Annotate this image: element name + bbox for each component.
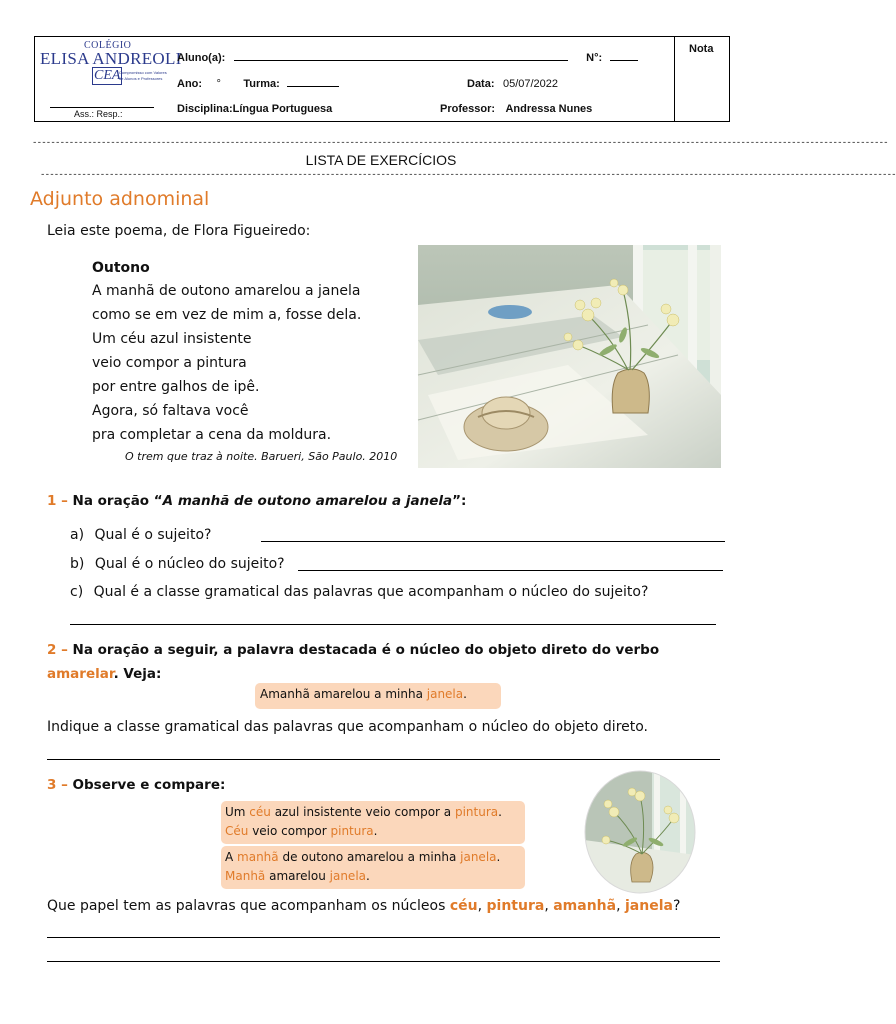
q2-example-box <box>255 683 501 709</box>
number-label: N°: <box>586 52 603 64</box>
q2-text: Na oração a seguir, a palavra destacada é o núcleo do objeto direto do verbo <box>72 642 660 658</box>
q3-box1-l2-b: veio compor <box>248 824 331 838</box>
q1-number: 1 – <box>47 493 68 509</box>
q3-word-1: céu <box>449 898 478 914</box>
q3-box1-l1-b: céu <box>249 805 271 819</box>
poem-line-1: A manhã de outono amarelou a janela <box>92 283 361 299</box>
year-value: ° <box>216 78 221 90</box>
number-field[interactable] <box>610 49 638 61</box>
signature-line <box>50 107 154 108</box>
q3-sep-1: , <box>477 898 487 914</box>
logo-line1: COLÉGIO <box>84 40 132 51</box>
school-logo <box>40 40 182 92</box>
q3-box1-l1-a: Um <box>225 805 250 819</box>
q3-box1-l1-d: pintura <box>454 805 499 819</box>
teacher-row <box>440 99 592 117</box>
q3-word-3: amanhã <box>553 898 617 914</box>
q3-box2-l2-b: amarelou <box>265 869 330 883</box>
class-label: Turma: <box>243 78 280 90</box>
q1-quote: A manhã de outono amarelou a janela <box>162 493 453 509</box>
q2-example-end: . <box>463 687 467 701</box>
q3-box1-line1 <box>225 803 525 822</box>
year-label: Ano: <box>177 78 203 90</box>
q2-answer[interactable] <box>47 759 720 760</box>
student-label: Aluno(a): <box>177 52 226 64</box>
q3-box1-l1-c: azul insistente veio compor a <box>270 805 455 819</box>
q2-number: 2 – <box>47 642 68 658</box>
teacher-label: Professor: <box>440 103 496 115</box>
q3-question-end: ? <box>672 898 681 914</box>
logo-tagline-2: de Alunos e Professores <box>119 76 163 81</box>
q3-box2-l1-b: manhã <box>237 850 279 864</box>
logo-line2: ELISA ANDREOLI <box>40 49 182 68</box>
q3-answer-2[interactable] <box>47 961 720 962</box>
q1-item-b-text: Qual é o núcleo do sujeito? <box>94 556 285 572</box>
q3-sep-3: , <box>616 898 625 914</box>
q3-box2-l1-d: janela <box>460 850 497 864</box>
q3-box2-l2-c: janela <box>329 869 367 883</box>
q2-example-highlight: janela <box>426 687 464 701</box>
q1-lead: Na oração “ <box>72 493 163 509</box>
poem-line-4: veio compor a pintura <box>92 355 247 371</box>
q3-box1-l2-d: . <box>373 824 378 838</box>
q2-veja: . Veja: <box>113 666 162 682</box>
q3-box2-line2 <box>225 867 525 886</box>
q2-verb: amarelar <box>47 666 114 682</box>
subject-value: Língua Portuguesa <box>232 103 333 115</box>
student-field[interactable] <box>234 49 568 61</box>
q1-heading <box>47 493 466 509</box>
q1-item-a <box>70 527 211 543</box>
q1-item-a-letter: a) <box>70 527 85 543</box>
q3-box2-l1-e: . <box>496 850 501 864</box>
class-field[interactable] <box>287 75 339 87</box>
date-value: 05/07/2022 <box>502 78 559 90</box>
q2-heading <box>47 642 659 658</box>
poem-line-2: como se em vez de mim a, fosse dela. <box>92 307 362 323</box>
q3-box2-l2-d: . <box>366 869 370 883</box>
grade-divider <box>674 36 675 122</box>
q3-box2-l1-a: A <box>225 850 238 864</box>
teacher-value: Andressa Nunes <box>505 103 593 115</box>
painting-image <box>418 245 721 468</box>
q3-box1-line2 <box>225 822 525 841</box>
student-row <box>177 48 657 66</box>
q1-item-c-text: Qual é a classe gramatical das palavras que acompanham o núcleo do sujeito? <box>93 584 649 600</box>
q3-question-start: Que papel tem as palavras que acompanham os núcleos <box>47 898 450 914</box>
poem-line-7: pra completar a cena da moldura. <box>92 427 332 443</box>
q2-heading-line2 <box>47 666 161 682</box>
date-label: Data: <box>467 78 495 90</box>
q1-item-a-text: Qual é o sujeito? <box>94 527 212 543</box>
q3-title: Observe e compare: <box>72 777 226 793</box>
logo-tagline-1: Compromisso com Valores <box>119 70 167 75</box>
separator-top: ------------------------------------------------------------------------------------------------------------------------------------------------------------------------------------------ <box>32 138 888 148</box>
q1-answer-a[interactable] <box>261 541 725 542</box>
poem-source: O trem que traz à noite. Barueri, São Paulo. 2010 <box>125 450 398 463</box>
q1-item-b-letter: b) <box>70 556 85 572</box>
q2-example-text: Amanhã amarelou a minha <box>260 687 427 701</box>
q3-box2-l1-c: de outono amarelou a minha <box>278 850 461 864</box>
q3-box-2 <box>221 846 525 889</box>
year-row <box>177 74 377 92</box>
q3-box1-l2-a: Céu <box>225 824 249 838</box>
q3-box2-line1 <box>225 848 525 867</box>
q1-answer-c[interactable] <box>70 624 716 625</box>
section-title: Adjunto adnominal <box>30 188 210 210</box>
poem-line-5: por entre galhos de ipê. <box>92 379 260 395</box>
q3-box2-l2-a: Manhã <box>225 869 266 883</box>
oval-painting-image <box>584 770 696 894</box>
q1-item-c <box>70 584 648 600</box>
intro-text: Leia este poema, de Flora Figueiredo: <box>47 223 311 239</box>
q3-box1-l1-e: . <box>498 805 502 819</box>
q3-box-1 <box>221 801 525 844</box>
q2-instruction: Indique a classe gramatical das palavras que acompanham o núcleo do objeto direto. <box>47 719 649 735</box>
poem-line-6: Agora, só faltava você <box>92 403 249 419</box>
poem-title: Outono <box>92 260 150 276</box>
q1-item-c-letter: c) <box>70 584 84 600</box>
subject-label: Disciplina: <box>177 103 233 115</box>
poem-line-3: Um céu azul insistente <box>92 331 252 347</box>
q3-sep-2: , <box>544 898 554 914</box>
subject-row <box>177 99 332 117</box>
q3-box1-l2-c: pintura <box>330 824 374 838</box>
q1-answer-b[interactable] <box>298 570 723 571</box>
q3-heading <box>47 777 225 793</box>
q1-tail: ”: <box>452 493 467 509</box>
q3-answer-1[interactable] <box>47 937 720 938</box>
date-row <box>467 74 558 92</box>
q1-item-b <box>70 556 285 572</box>
q3-word-4: janela <box>625 898 673 914</box>
list-title: LISTA DE EXERCÍCIOS <box>305 152 457 168</box>
q3-word-2: pintura <box>486 898 545 914</box>
logo-monogram: CEA <box>94 68 121 83</box>
separator-bottom: ------------------------------------------------------------------------------------------------------------------------------------------------------------------------------------------ <box>40 170 896 180</box>
signature-label: Ass.: Resp.: <box>74 109 123 119</box>
q3-question <box>47 898 680 914</box>
q3-number: 3 – <box>47 777 68 793</box>
grade-label: Nota <box>689 43 714 55</box>
